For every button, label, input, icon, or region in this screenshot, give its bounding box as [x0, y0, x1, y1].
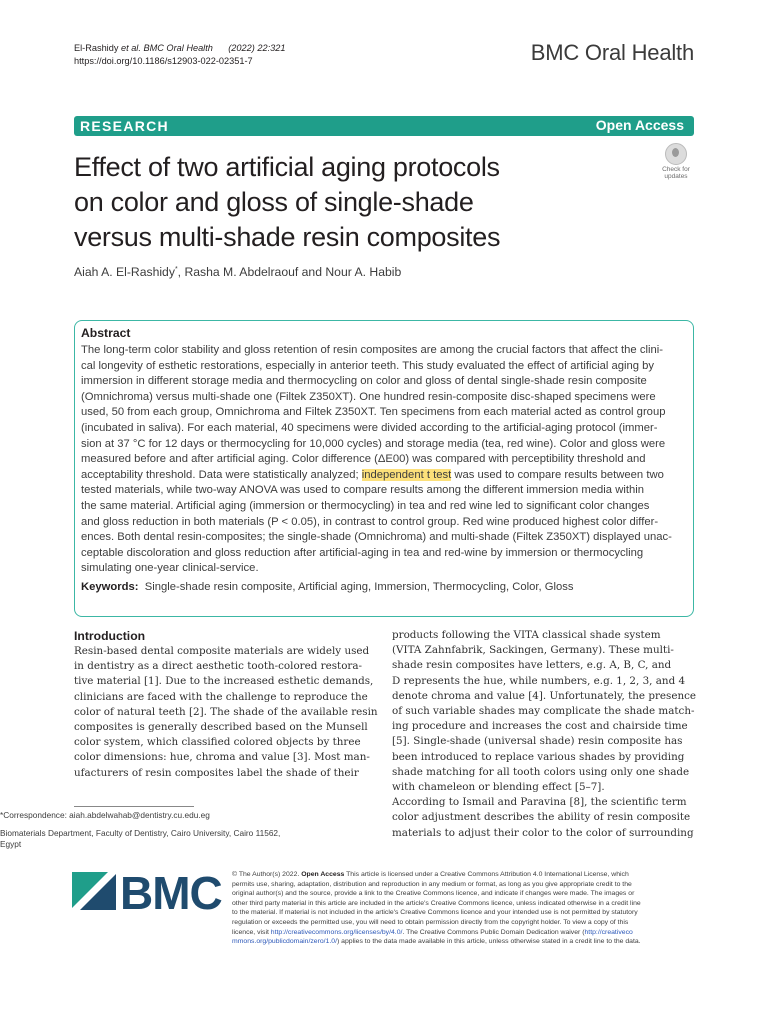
abstract-line: the same material. Artificial aging (immersion or thermocycling) in tea and red wine led to significant color changes	[81, 499, 650, 512]
title-line: on color and gloss of single-shade	[74, 187, 474, 217]
body-line: color adjustment describes the ability of resin composite	[392, 811, 691, 824]
abstract-line: ences. Both dental resin-composites; the single-shade (Omnichroma) and multi-shade (Filtek Z350XT) displayed unac-	[81, 531, 672, 544]
article-title	[74, 150, 594, 255]
body-line: color system, which classified colored objects by three	[74, 736, 361, 749]
logo-text: BMC	[120, 867, 222, 919]
license-line	[232, 928, 698, 938]
section-label: RESEARCH	[80, 118, 169, 134]
author-list	[74, 265, 401, 279]
license-line: permits use, sharing, adaptation, distribution and reproduction in any medium or format, as long as you give appropriate credit to the	[232, 880, 632, 888]
body-line: (VITA Zahnfabrik, Sackingen, Germany). These multi-	[392, 644, 674, 657]
license-line-part: . The Creative Commons Public Domain Dedication waiver (	[402, 928, 585, 936]
abstract-line: tested materials, while two-way ANOVA was used to compare results among the different immersion media within	[81, 484, 644, 497]
license-line: regulation or exceeds the permitted use, you will need to obtain permission directly from the copyright holder. To view a copy of this	[232, 918, 629, 926]
body-line: composites is generally described based on the Munsell	[74, 721, 368, 734]
corresponding-mark: *	[174, 265, 178, 273]
citation-journal: et al. BMC Oral Health	[120, 43, 213, 53]
bmc-logo-icon	[72, 872, 116, 910]
license-text	[232, 870, 698, 947]
affiliation-line: Biomaterials Department, Faculty of Dentistry, Cairo University, Cairo 11562,	[0, 828, 281, 838]
journal-name: BMC Oral Health	[530, 40, 694, 65]
license-lead: © The Author(s) 2022.	[232, 871, 302, 878]
body-line: in dentistry as a direct aesthetic tooth-colored restora-	[74, 660, 363, 673]
keywords-label: Keywords:	[81, 580, 139, 593]
body-line: clinicians are faced with the challenge to reproduce the	[74, 690, 368, 703]
coauthor-names: , Rasha M. Abdelraouf and Nour A. Habib	[177, 265, 402, 279]
body-line: tive material [1]. Due to the increased esthetic demands,	[74, 675, 374, 688]
body-line: According to Ismail and Paravina [8], the scientific term	[392, 796, 687, 809]
abstract-line: used, 50 from each group, Omnichroma and Filtek Z350XT. Ten specimens from each material acted as control group	[81, 406, 666, 419]
abstract-line: sion at 37 °C for 12 days or thermocycling for 10,000 cycles) and storage media (tea, red wine). Color and gloss were	[81, 437, 666, 450]
abstract-line	[81, 468, 687, 484]
affiliation-line: Egypt	[0, 839, 22, 849]
badge-line: Check for	[662, 166, 690, 173]
cc-by-link[interactable]: http://creativecommons.org/licenses/by/4.0/	[270, 928, 403, 936]
open-access-label: Open Access	[590, 116, 690, 136]
abstract-heading: Abstract	[81, 326, 131, 340]
keywords	[81, 580, 687, 596]
author-name[interactable]: Aiah A. El-Rashidy	[74, 265, 175, 279]
abstract-line: simulating one-year clinical-service.	[81, 562, 259, 575]
cc0-link[interactable]: http://creativeco	[584, 928, 633, 936]
body-line: D represents the hue, while numbers, e.g. 1, 2, 3, and 4	[392, 674, 686, 687]
abstract-line-part: was used to compare results between two	[451, 468, 664, 481]
badge-line: updates	[664, 173, 688, 180]
open-access-term: Open Access	[301, 871, 345, 878]
abstract-line: measured before and after artificial aging. Color difference (ΔE00) was compared with perceptibility threshold and	[81, 453, 646, 466]
body-line: Resin-based dental composite materials are widely used	[74, 645, 370, 657]
update-icon	[665, 143, 687, 165]
body-line: ufacturers of resin composites label the shade of their	[74, 766, 359, 779]
license-line: to the material. If material is not included in the article's Creative Commons licence and your intended use is not permitted by statutory	[232, 909, 638, 917]
body-line: shade matching for all tooth colors using only one shade	[392, 765, 690, 778]
license-line-part: licence, visit	[232, 928, 271, 936]
license-line: other third party material in this article are included in the article's Creative Commons licence, unless indicated otherwise in a credit line	[232, 899, 641, 907]
body-line: color dimensions: hue, chroma and value [3]. Most man-	[74, 751, 370, 764]
license-line	[232, 937, 698, 947]
correspondence-note: *Correspondence: aiah.abdelwahab@dentistry.cu.edu.eg	[0, 810, 210, 820]
body-line: materials to adjust their color to the color of surrounding	[392, 826, 694, 839]
keywords-list: Single-shade resin composite, Artificial aging, Immersion, Thermocycling, Color, Gloss	[144, 580, 574, 593]
highlighted-text[interactable]: independent t test	[361, 468, 452, 481]
affiliation-note	[0, 828, 304, 850]
abstract-line-part: acceptability threshold. Data were statistically analyzed;	[81, 468, 362, 481]
license-line-part: ) applies to the data made available in this article, unless otherwise stated in a credit line to the data.	[337, 938, 641, 946]
title-line: versus multi-shade resin composites	[74, 222, 501, 252]
abstract-line: cal longevity of esthetic restorations, especially in anterior teeth. This study evaluated the effect of artificial aging by	[81, 359, 655, 372]
abstract-text	[81, 343, 687, 577]
abstract-line: immersion in different storage media and thermocycling on color and gloss of dental single-shade resin composite	[81, 375, 647, 388]
abstract-line: (Omnichroma) versus multi-shade one (Filtek Z350XT). One hundred resin-composite disc-shaped specimens were	[81, 390, 656, 403]
running-header	[74, 42, 285, 68]
citation-year: (2022) 22:321	[228, 43, 286, 53]
abstract-line: and gloss reduction in both materials (P < 0.05), in contrast to control group. Red wine produced highest color differ-	[81, 515, 659, 528]
body-column-right	[392, 628, 696, 841]
cc0-link-cont[interactable]: mmons.org/publicdomain/zero/1.0/	[232, 938, 337, 946]
title-line: Effect of two artificial aging protocols	[74, 152, 500, 182]
license-line-part: This article is licensed under a Creative Commons Attribution 4.0 International License, which	[344, 871, 629, 878]
section-banner	[74, 116, 694, 136]
body-line: of such variable shades may complicate the shade match-	[392, 705, 695, 718]
license-line	[232, 870, 698, 880]
doi-link[interactable]: https://doi.org/10.1186/s12903-022-02351-7	[74, 56, 253, 66]
body-column-left	[74, 628, 378, 781]
abstract-line: ceptable discoloration and gloss reduction after artificial-aging in tea and red-wine by immersion or thermocycling	[81, 546, 644, 559]
body-line: with chameleon or blending effect [5–7].	[392, 781, 605, 794]
abstract-box	[74, 320, 694, 617]
body-line: [5]. Single-shade (universal shade) resin composite has	[392, 735, 683, 748]
abstract-line: The long-term color stability and gloss retention of resin composites are among the crucial factors that affect the clini-	[81, 344, 663, 356]
body-line: been introduced to replace various shades by providing	[392, 750, 685, 763]
body-line: shade resin composites have letters, e.g. A, B, C, and	[392, 659, 672, 672]
abstract-line: (incubated in saliva). For each material, 40 specimens were divided according to the artificial-aging protocol (immer-	[81, 421, 658, 434]
body-line: denote chroma and value [4]. Unfortunately, the presence	[392, 689, 697, 702]
footnote-divider	[74, 806, 194, 807]
check-for-updates-badge[interactable]	[657, 143, 695, 181]
citation-author: El-Rashidy	[74, 43, 119, 53]
body-line: color of natural teeth [2]. The shade of the available resin	[74, 705, 378, 718]
introduction-heading: Introduction	[74, 629, 146, 643]
body-line: products following the VITA classical shade system	[392, 629, 661, 641]
bmc-logo	[72, 867, 222, 919]
body-line: ing procedure and increases the cost and chairside time	[392, 720, 688, 733]
license-line: original author(s) and the source, provide a link to the Creative Commons licence, and indicate if changes were made. The images or	[232, 890, 635, 898]
